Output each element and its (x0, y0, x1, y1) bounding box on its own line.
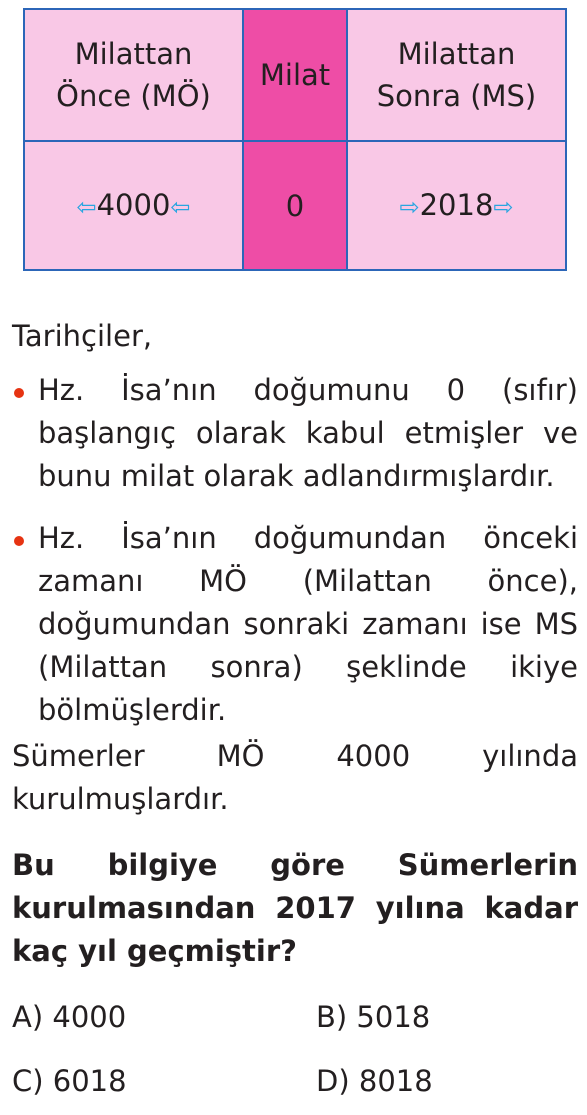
bullet-item (12, 369, 578, 498)
header-after-line2: Sonra (MS) (376, 79, 537, 113)
right-arrow-icon: ⇨ (399, 192, 420, 221)
value-after-text: 2018 (419, 187, 494, 222)
sumer-paragraph: Sümerler MÖ 4000 yılında kurulmuşlardır. (12, 739, 578, 816)
left-arrow-icon: ⇦ (76, 192, 97, 221)
option-a[interactable]: A) 4000 (12, 1000, 127, 1034)
header-after-line1: Milattan (397, 37, 516, 71)
bullet-dot-icon (14, 536, 24, 546)
timeline-table (23, 8, 567, 271)
bullet-text: Hz. İsa’nın doğumunu 0 (sıfır) başlangıç olarak kabul etmişler ve bunu milat olarak adlandırmışlardır. (38, 373, 578, 493)
question-text: Bu bilgiye göre Sümerlerin kurulmasından 2017 yılına kadar kaç yıl geçmiştir? (12, 848, 578, 968)
value-before-milat (24, 141, 243, 270)
bullet-item (12, 517, 578, 732)
option-c[interactable]: C) 6018 (12, 1064, 127, 1098)
value-milat-text: 0 (285, 188, 305, 223)
value-before-text: 4000 (96, 187, 171, 222)
header-milat-label: Milat (259, 58, 331, 92)
right-arrow-icon: ⇨ (493, 192, 514, 221)
header-after-milat (347, 9, 566, 141)
bullet-text: Hz. İsa’nın doğumundan önceki zamanı MÖ (Milattan önce), doğumundan sonraki zamanı ise MS (Milattan sonra) şeklinde ikiye bölmüşlerdir. (38, 521, 578, 727)
header-before-line1: Milattan (74, 37, 193, 71)
value-after-milat (347, 141, 566, 270)
value-milat (243, 141, 347, 270)
intro-text: Tarihçiler, (12, 319, 153, 353)
header-before-milat (24, 9, 243, 141)
bullet-dot-icon (14, 388, 24, 398)
header-before-line2: Önce (MÖ) (56, 79, 211, 113)
option-d[interactable]: D) 8018 (316, 1064, 433, 1098)
left-arrow-icon: ⇦ (170, 192, 191, 221)
option-b[interactable]: B) 5018 (316, 1000, 431, 1034)
header-milat (243, 9, 347, 141)
